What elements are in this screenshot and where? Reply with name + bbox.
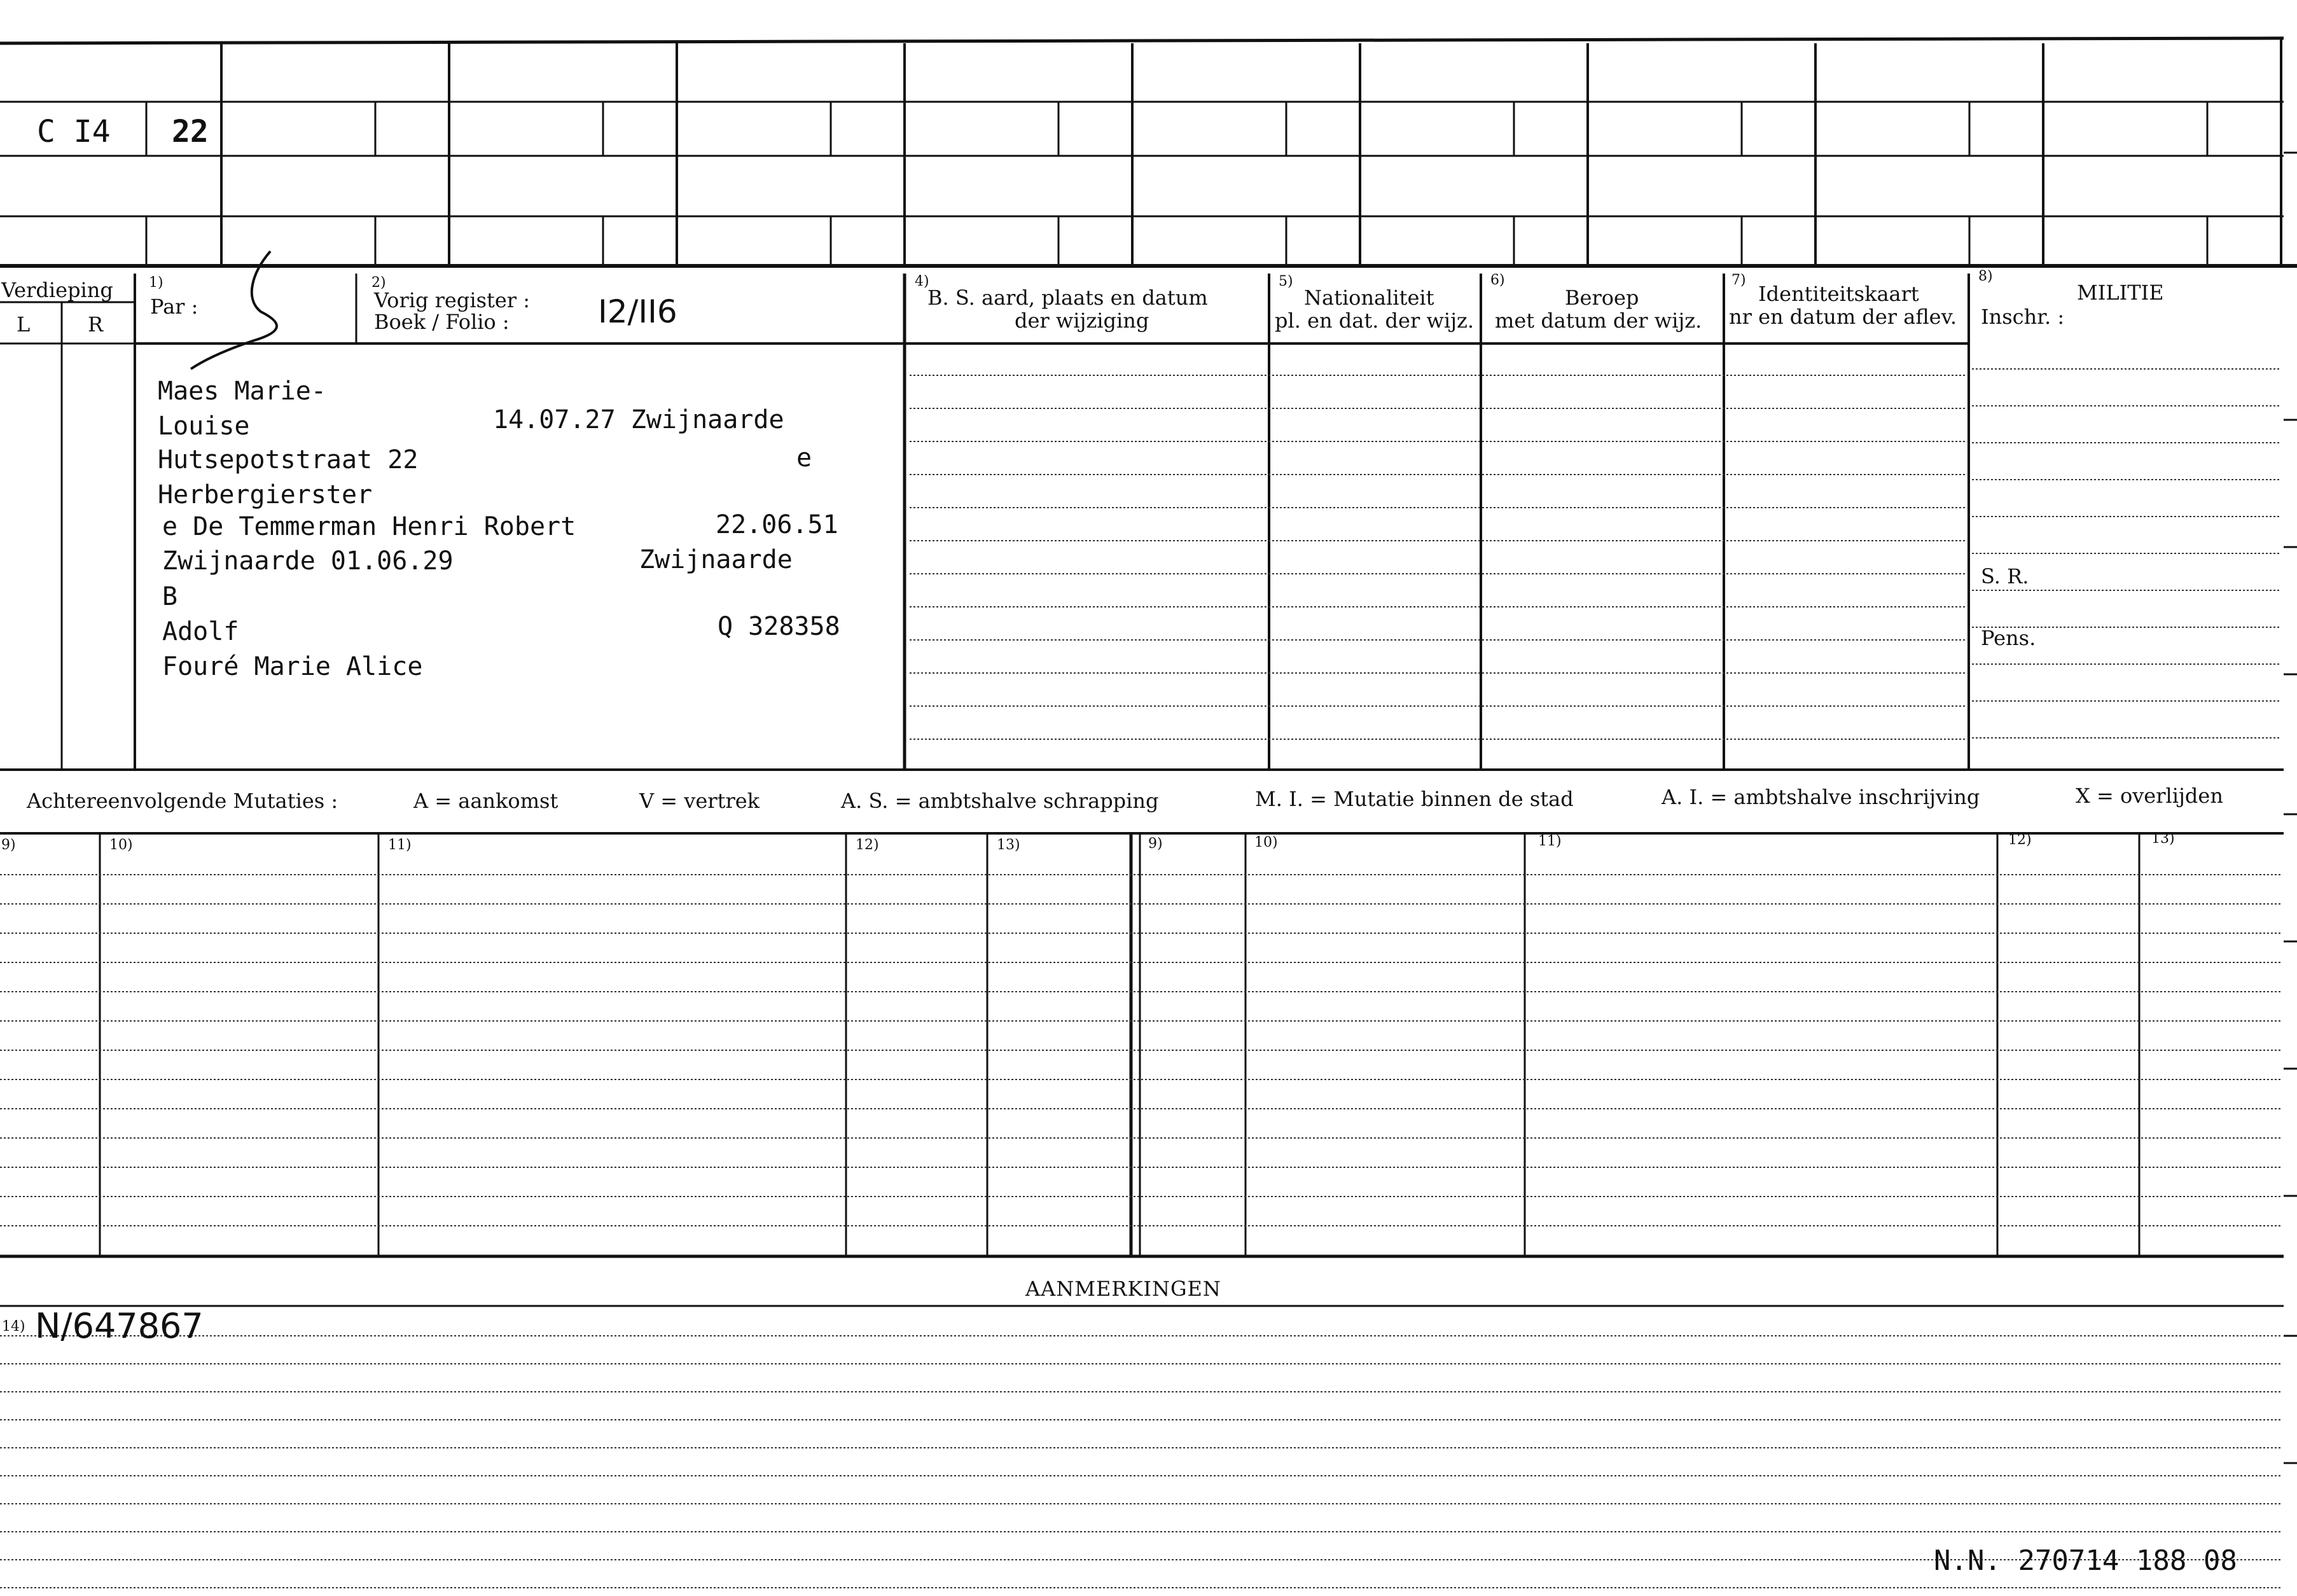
legend-overlijden: X = overlijden [2076, 784, 2223, 808]
address-marker: e [796, 443, 812, 473]
register-number: 22 [172, 114, 209, 149]
footnote-6: 6) [1490, 272, 1505, 288]
par-label: Par : [150, 295, 198, 319]
person-name-line2: Louise [158, 412, 250, 441]
mutations-heading: Achtereenvolgende Mutaties : [27, 789, 338, 813]
mutation-col-9-right: 9) [1148, 836, 1163, 852]
boek-folio-value: I2/II6 [598, 293, 677, 330]
mother-name: Fouré Marie Alice [162, 652, 423, 681]
legend-ambtshalve-inschrijving: A. I. = ambtshalve inschrijving [1662, 785, 1980, 809]
footnote-4: 4) [915, 274, 929, 289]
beroep-header-line2: met datum der wijz. [1495, 309, 1702, 333]
footnote-2: 2) [371, 275, 386, 291]
nationaliteit-header-line1: Nationaliteit [1304, 286, 1434, 310]
spouse-line: e De Temmerman Henri Robert [162, 512, 576, 541]
remarks-title: AANMERKINGEN [1025, 1277, 1221, 1301]
nationaliteit-header-line2: pl. en dat. der wijz. [1275, 309, 1475, 333]
register-code: C I4 [37, 114, 111, 149]
father-name: Adolf [162, 617, 239, 646]
id-header-line2: nr en datum der aflev. [1729, 305, 1957, 329]
address: Hutsepotstraat 22 [158, 445, 419, 475]
bs-header-line2: der wijziging [1015, 309, 1149, 333]
category-b: B [162, 582, 178, 611]
marriage-date: 22.06.51 [716, 510, 838, 539]
mutation-col-12-right: 12) [2008, 832, 2032, 848]
id-header-line1: Identiteitskaart [1758, 282, 1919, 306]
inschr-label: Inschr. : [1981, 305, 2065, 329]
footnote-8: 8) [1978, 268, 1993, 284]
footnote-1: 1) [149, 275, 163, 291]
floor-r-label: R [88, 312, 104, 337]
footnote-5: 5) [1279, 274, 1293, 289]
mutation-col-11: 11) [388, 837, 412, 853]
mutation-col-9: 9) [1, 837, 16, 853]
remarks-value: N/647867 [35, 1306, 204, 1346]
legend-ambtshalve-schrapping: A. S. = ambtshalve schrapping [841, 789, 1159, 813]
verdieping-label: Verdieping [1, 278, 113, 302]
national-number: N.N. 270714 188 08 [1934, 1544, 2237, 1577]
militie-header: MILITIE [2077, 281, 2164, 305]
person-name-line1: Maes Marie- [158, 377, 326, 406]
vorig-register-label: Vorig register : [374, 288, 531, 312]
mutation-col-10: 10) [109, 837, 133, 853]
mutation-col-12: 12) [856, 837, 879, 853]
footnote-7: 7) [1731, 272, 1746, 288]
bs-header-line1: B. S. aard, plaats en datum [927, 286, 1208, 310]
spouse-birth: Zwijnaarde 01.06.29 [162, 546, 454, 576]
beroep-header-line1: Beroep [1565, 286, 1639, 310]
floor-l-label: L [17, 312, 31, 337]
mutation-col-10-right: 10) [1254, 835, 1278, 850]
pens-label: Pens. [1981, 626, 2036, 650]
legend-aankomst: A = aankomst [413, 789, 559, 813]
mutation-col-11-right: 11) [1538, 833, 1562, 849]
legend-mutatie-binnen-stad: M. I. = Mutatie binnen de stad [1255, 787, 1574, 811]
footnote-14: 14) [2, 1319, 25, 1335]
birth-date-place: 14.07.27 Zwijnaarde [493, 405, 784, 434]
identity-number: Q 328358 [718, 612, 840, 641]
mutation-col-13-right: 13) [2151, 831, 2175, 847]
mutation-col-13: 13) [997, 837, 1020, 853]
legend-vertrek: V = vertrek [639, 789, 760, 813]
sr-label: S. R. [1981, 564, 2029, 588]
boek-folio-label: Boek / Folio : [374, 310, 510, 334]
profession: Herbergierster [158, 480, 373, 510]
marriage-place: Zwijnaarde [639, 545, 793, 574]
